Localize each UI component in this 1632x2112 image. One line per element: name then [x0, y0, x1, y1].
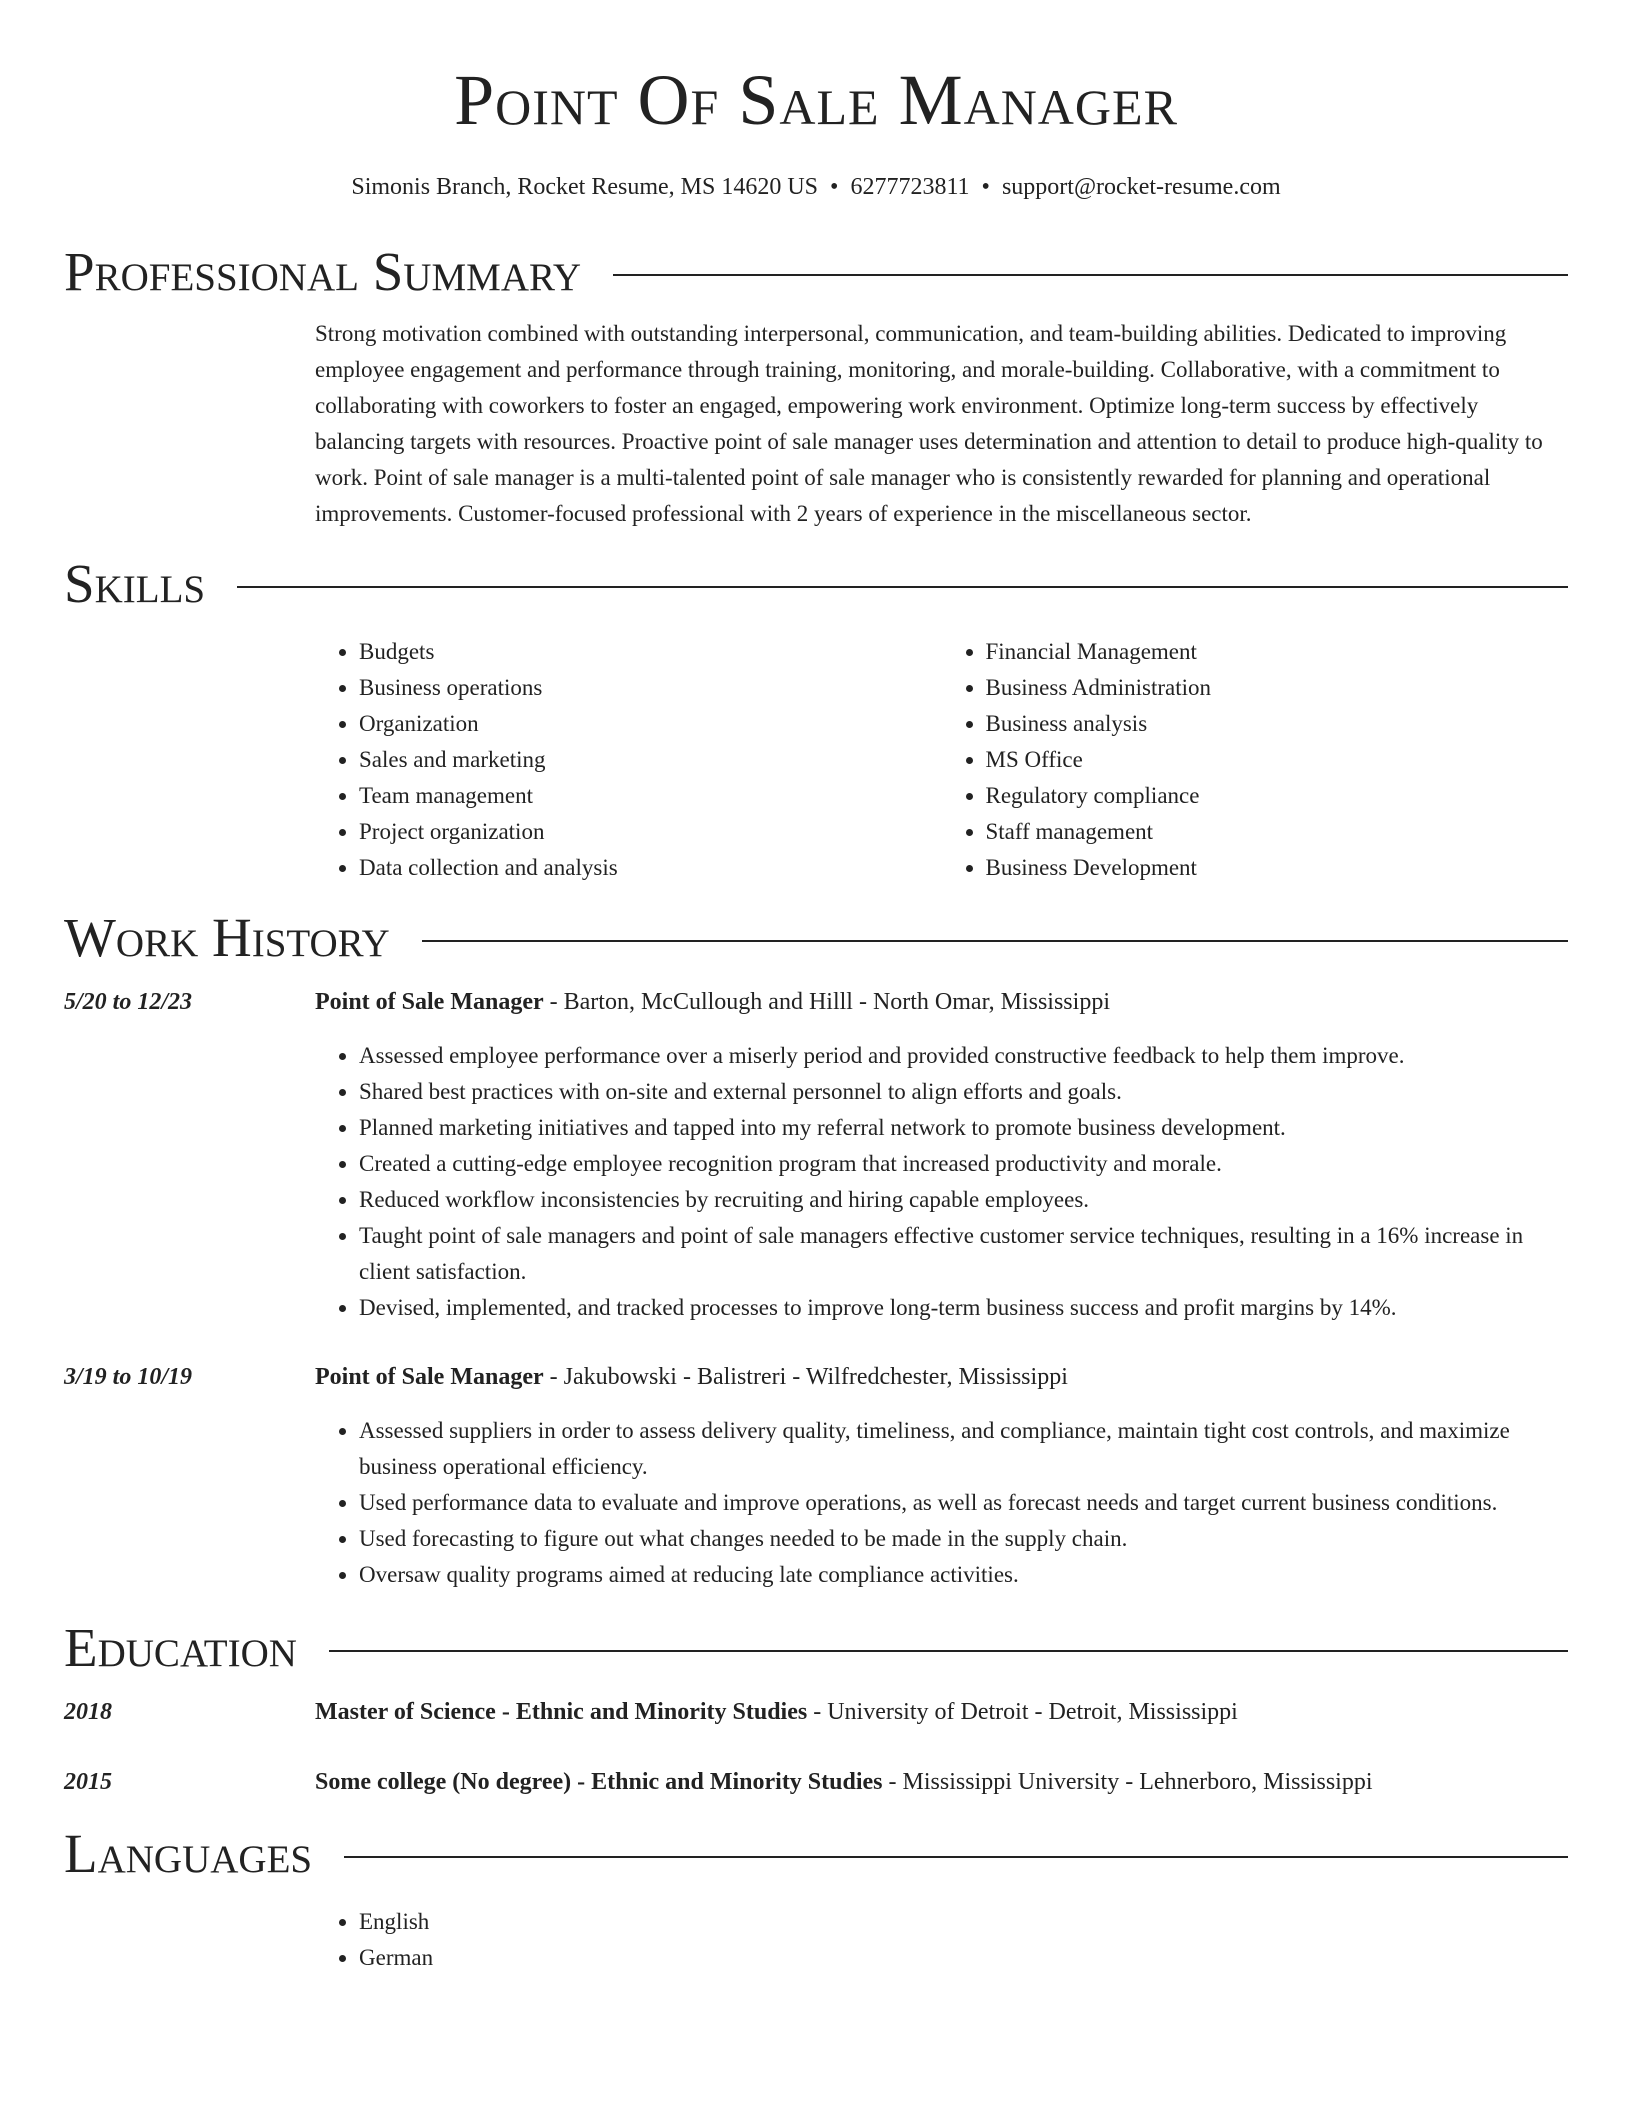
education-entries [64, 1694, 1568, 1800]
education-entry [64, 1694, 1568, 1730]
language-item: • German [359, 1940, 1568, 1976]
work-bullet: • Taught point of sale managers and point of sale managers effective customer service techniques, resulting in a 16% increase in client satisfaction. [359, 1218, 1568, 1290]
contact-line [64, 172, 1568, 202]
work-entry-date: 3/19 to 10/19 [64, 1364, 193, 1390]
education-degree: Some college (No degree) - Ethnic and Minority Studies [315, 1769, 883, 1795]
education-details: - Mississippi University - Lehnerboro, Mississippi [882, 1769, 1373, 1795]
education-year: 2015 [64, 1769, 112, 1795]
summary-content [315, 316, 1568, 532]
work-entry [64, 1359, 1568, 1593]
skill-item: • Business operations [359, 670, 942, 706]
skill-item: • Financial Management [986, 634, 1569, 670]
work-bullet: • Shared best practices with on-site and external personnel to align efforts and goals. [359, 1074, 1568, 1110]
skill-item: • Business analysis [986, 706, 1569, 742]
section-header [64, 240, 1568, 304]
summary-text: Strong motivation combined with outstanding interpersonal, communication, and team-building abilities. Dedicated to improving employee engagement and performance through training, monitoring, and morale-building. Collaborative, with a commitment to collaborating with coworkers to foster an engaged, empowering work environment. Optimize long-term success by effectively balancing targets with resources. Proactive point of sale manager uses determination and attention to detail to produce high-quality to work. Point of sale manager is a multi-talented point of sale manager who is consistently rewarded for planning and operational improvements. Customer-focused professional with 2 years of experience in the miscellaneous sector. [315, 321, 1543, 526]
work-bullet: • Used performance data to evaluate and improve operations, as well as forecast needs and target current business conditions. [359, 1485, 1568, 1521]
section-languages [64, 1822, 1568, 1976]
work-bullet: • Planned marketing initiatives and tapped into my referral network to promote business development. [359, 1110, 1568, 1146]
work-bullet: • Used forecasting to figure out what changes needed to be made in the supply chain. [359, 1521, 1568, 1557]
work-bullet: • Assessed employee performance over a miserly period and provided constructive feedback to help them improve. [359, 1038, 1568, 1074]
contact-address: Simonis Branch, Rocket Resume, MS 14620 US [351, 174, 819, 200]
section-professional-summary [64, 240, 1568, 532]
section-header [64, 906, 1568, 970]
skill-item: • Business Administration [986, 670, 1569, 706]
education-title [315, 1764, 1568, 1800]
section-header [64, 1822, 1568, 1886]
work-entry-title [315, 1359, 1568, 1395]
section-education [64, 1616, 1568, 1800]
skill-item: • Sales and marketing [359, 742, 942, 778]
work-entry-role: Point of Sale Manager [315, 1364, 544, 1390]
skill-item: • Budgets [359, 634, 942, 670]
resume-page [64, 0, 1568, 1976]
work-bullet: • Devised, implemented, and tracked processes to improve long-term business success and profit margins by 14%. [359, 1290, 1568, 1326]
skill-item: • Organization [359, 706, 942, 742]
languages-content [315, 1904, 1568, 1976]
work-entry-body [315, 1359, 1568, 1593]
language-item: • English [359, 1904, 1568, 1940]
section-divider [329, 1650, 1568, 1652]
education-title [315, 1694, 1568, 1730]
section-divider [237, 586, 1568, 588]
skills-list-left [315, 634, 942, 886]
resume-name: Point Of Sale Manager [454, 60, 1178, 140]
contact-phone: 6277723811 [850, 174, 970, 200]
section-divider [613, 274, 1568, 276]
work-entries [64, 984, 1568, 1593]
contact-separator: • [981, 174, 990, 200]
work-entry-details: - Barton, McCullough and Hilll - North Omar, Mississippi [543, 989, 1110, 1015]
work-bullet: • Assessed suppliers in order to assess delivery quality, timeliness, and compliance, maintain tight cost controls, and maximize business operational efficiency. [359, 1413, 1568, 1485]
languages-list [315, 1904, 1568, 1976]
education-year: 2018 [64, 1699, 112, 1725]
skill-item: • Data collection and analysis [359, 850, 942, 886]
work-entry-title [315, 984, 1568, 1020]
work-entry-bullets [315, 1413, 1568, 1593]
section-divider [344, 1856, 1568, 1858]
skill-item: • Regulatory compliance [986, 778, 1569, 814]
section-title: Education [64, 1617, 297, 1678]
section-skills [64, 552, 1568, 886]
education-entry [64, 1764, 1568, 1800]
work-entry-role: Point of Sale Manager [315, 989, 544, 1015]
work-bullet: • Oversaw quality programs aimed at reducing late compliance activities. [359, 1557, 1568, 1593]
section-title: Languages [64, 1823, 313, 1884]
work-bullet: • Reduced workflow inconsistencies by recruiting and hiring capable employees. [359, 1182, 1568, 1218]
education-details: - University of Detroit - Detroit, Mississippi [807, 1699, 1238, 1725]
skills-grid [315, 634, 1568, 886]
skills-list-right [942, 634, 1569, 886]
section-header [64, 1616, 1568, 1680]
work-entry-body [315, 984, 1568, 1326]
section-title: Work History [64, 907, 390, 968]
work-entry-bullets [315, 1038, 1568, 1326]
work-entry-date: 5/20 to 12/23 [64, 989, 193, 1015]
work-entry-details: - Jakubowski - Balistreri - Wilfredchester, Mississippi [543, 1364, 1068, 1390]
section-work-history [64, 906, 1568, 1593]
skill-item: • Business Development [986, 850, 1569, 886]
section-title: Skills [64, 553, 206, 614]
section-divider [422, 940, 1568, 942]
contact-separator: • [830, 174, 839, 200]
skill-item: • Project organization [359, 814, 942, 850]
skill-item: • MS Office [986, 742, 1569, 778]
skill-item: • Team management [359, 778, 942, 814]
contact-email: support@rocket-resume.com [1001, 174, 1281, 200]
work-bullet: • Created a cutting-edge employee recognition program that increased productivity and morale. [359, 1146, 1568, 1182]
skill-item: • Staff management [986, 814, 1569, 850]
work-entry [64, 984, 1568, 1326]
section-header [64, 552, 1568, 616]
section-title: Professional Summary [64, 241, 582, 302]
education-degree: Master of Science - Ethnic and Minority Studies [315, 1699, 808, 1725]
